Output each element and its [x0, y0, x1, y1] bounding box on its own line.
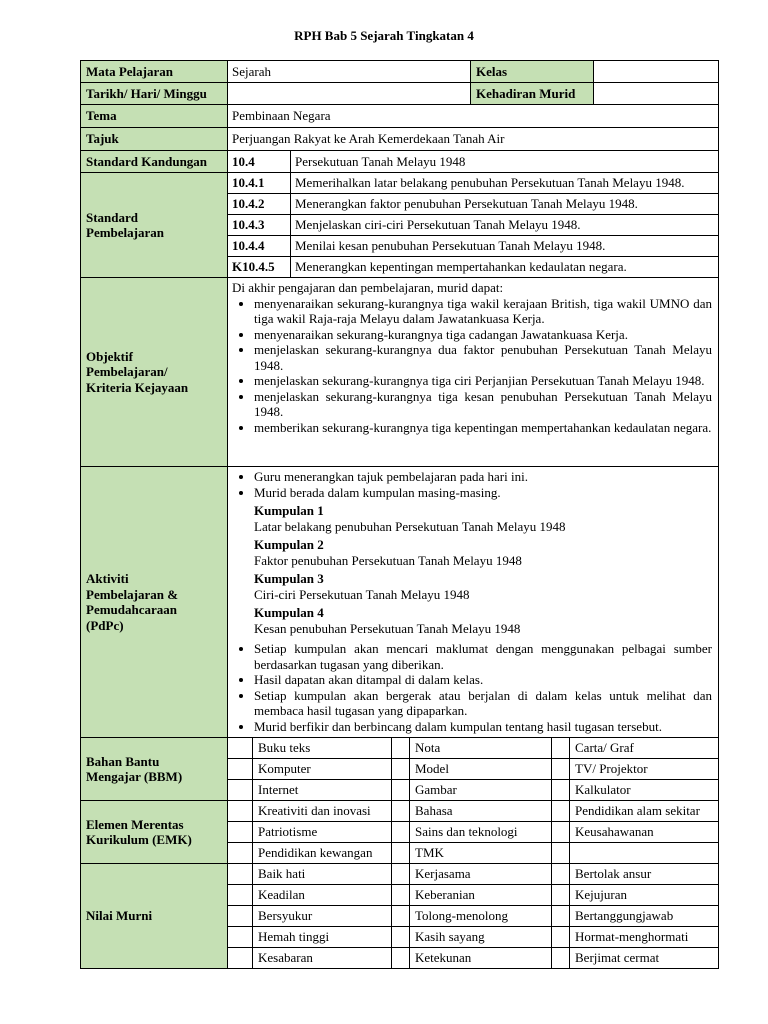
kumpulan-block — [254, 503, 712, 534]
sp-code: 10.4.4 — [228, 236, 291, 257]
aktiviti-item: • Murid berada dalam kumpulan masing-masing. — [254, 485, 712, 501]
objektif-item: • menyenaraikan sekurang-kurangnya tiga wakil kerajaan British, tiga wakil UMNO dan tiga wakil Raja-raja Melayu dalam Jawatankuasa Kerja. — [254, 296, 712, 327]
nilai-murni-item: Hormat-menghormati — [570, 927, 719, 948]
nilai-murni-item: Bersyukur — [253, 906, 392, 927]
emk-row — [81, 801, 719, 822]
nilai-murni-item: Kerjasama — [410, 864, 552, 885]
objektif-intro: Di akhir pengajaran dan pembelajaran, murid dapat: — [232, 280, 504, 295]
nilai-murni-item: Hemah tinggi — [253, 927, 392, 948]
aktiviti-item: • Hasil dapatan akan ditampal di dalam kelas. — [254, 672, 712, 688]
tick-box-cell — [552, 906, 570, 927]
nilai-murni-item: Keberanian — [410, 885, 552, 906]
standard-pembelajaran-label: Standard Pembelajaran — [81, 173, 228, 278]
sp-text: Menerangkan faktor penubuhan Persekutuan Tanah Melayu 1948. — [291, 194, 719, 215]
lesson-plan-table — [80, 60, 718, 969]
objektif-item: • menjelaskan sekurang-kurangnya dua faktor penubuhan Persekutuan Tanah Melayu 1948. — [254, 342, 712, 373]
tajuk-value: Perjuangan Rakyat ke Arah Kemerdekaan Tanah Air — [228, 128, 719, 151]
objektif-content — [228, 278, 719, 467]
bbm-item: Komputer — [253, 759, 392, 780]
tick-box-cell — [392, 864, 410, 885]
kumpulan-text: Kesan penubuhan Persekutuan Tanah Melayu 1948 — [254, 620, 521, 636]
aktiviti-label: Aktiviti Pembelajaran & Pemudahcaraan (PdPc) — [86, 571, 179, 633]
tick-box-cell — [228, 948, 253, 969]
objektif-label-cell — [81, 278, 228, 467]
tema-value: Pembinaan Negara — [228, 105, 719, 128]
emk-section — [81, 801, 719, 864]
emk-item — [570, 843, 719, 864]
bbm-item: Internet — [253, 780, 392, 801]
kumpulan-title: Kumpulan 4 — [254, 605, 324, 620]
mata-pelajaran-row — [81, 61, 719, 83]
aktiviti-item: • Guru menerangkan tajuk pembelajaran pada hari ini. — [254, 469, 712, 485]
tick-box-cell — [392, 759, 410, 780]
bbm-item: Nota — [410, 738, 552, 759]
tick-box-cell — [552, 759, 570, 780]
aktiviti-row — [81, 467, 719, 738]
standard-kandungan-code: 10.4 — [228, 151, 291, 173]
tajuk-label: Tajuk — [81, 128, 228, 151]
bbm-item: Kalkulator — [570, 780, 719, 801]
standard-kandungan-text: Persekutuan Tanah Melayu 1948 — [291, 151, 719, 173]
emk-item: Sains dan teknologi — [410, 822, 552, 843]
tick-box-cell — [392, 885, 410, 906]
tick-box-cell — [228, 801, 253, 822]
tema-row — [81, 105, 719, 128]
tick-box-cell — [228, 864, 253, 885]
tick-box-cell — [228, 822, 253, 843]
aktiviti-item: • Setiap kumpulan akan mencari maklumat dengan menggunakan pelbagai sumber berdasarkan tugasan yang diberikan. — [254, 641, 712, 672]
tick-box-cell — [228, 906, 253, 927]
sp-text: Menjelaskan ciri-ciri Persekutuan Tanah Melayu 1948. — [291, 215, 719, 236]
nilai-murni-item: Baik hati — [253, 864, 392, 885]
tick-box-cell — [552, 801, 570, 822]
tick-box-cell — [552, 822, 570, 843]
tarikh-row — [81, 83, 719, 105]
objektif-item: • menyenaraikan sekurang-kurangnya tiga cadangan Jawatankuasa Kerja. — [254, 327, 712, 343]
sp-text: Menilai kesan penubuhan Persekutuan Tanah Melayu 1948. — [291, 236, 719, 257]
bbm-section — [81, 738, 719, 801]
tick-box-cell — [228, 843, 253, 864]
kumpulan-block — [254, 571, 712, 602]
tick-box-cell — [392, 927, 410, 948]
objektif-item: • memberikan sekurang-kurangnya tiga kepentingan mempertahankan kedaulatan negara. — [254, 420, 712, 436]
tick-box-cell — [392, 843, 410, 864]
bbm-item: TV/ Projektor — [570, 759, 719, 780]
kelas-label: Kelas — [471, 61, 594, 83]
objektif-label: Objektif Pembelajaran/ Kriteria Kejayaan — [86, 348, 189, 395]
tick-box-cell — [228, 759, 253, 780]
aktiviti-item: • Setiap kumpulan akan bergerak atau berjalan di dalam kelas untuk melihat dan membaca hasil tugasan yang dipaparkan. — [254, 688, 712, 719]
nilai-murni-section — [81, 864, 719, 969]
tajuk-row — [81, 128, 719, 151]
sp-code: 10.4.3 — [228, 215, 291, 236]
aktiviti-bottom-list — [232, 641, 712, 734]
nilai-murni-item: Bertanggungjawab — [570, 906, 719, 927]
nilai-murni-item: Keadilan — [253, 885, 392, 906]
aktiviti-top-list — [232, 469, 712, 500]
kelas-value — [594, 61, 719, 83]
aktiviti-item: • Murid berfikir dan berbincang dalam kumpulan tentang hasil tugasan tersebut. — [254, 719, 712, 735]
kumpulan-text: Faktor penubuhan Persekutuan Tanah Melayu 1948 — [254, 552, 522, 568]
aktiviti-content — [228, 467, 719, 738]
kumpulan-text: Ciri-ciri Persekutuan Tanah Melayu 1948 — [254, 586, 470, 602]
emk-item: Patriotisme — [253, 822, 392, 843]
nilai-murni-label: Nilai Murni — [81, 864, 228, 969]
tick-box-cell — [552, 738, 570, 759]
tick-box-cell — [228, 738, 253, 759]
kehadiran-value — [594, 83, 719, 105]
mata-pelajaran-value: Sejarah — [228, 61, 471, 83]
emk-item: Pendidikan kewangan — [253, 843, 392, 864]
objektif-row — [81, 278, 719, 467]
objektif-aktiviti-table — [80, 277, 719, 738]
nilai-murni-item: Berjimat cermat — [570, 948, 719, 969]
tick-box-cell — [392, 906, 410, 927]
standard-table — [80, 150, 719, 278]
kumpulan-title: Kumpulan 3 — [254, 571, 324, 586]
sp-code: 10.4.1 — [228, 173, 291, 194]
standard-kandungan-row — [81, 151, 719, 173]
kehadiran-label: Kehadiran Murid — [471, 83, 594, 105]
objektif-item: • menjelaskan sekurang-kurangnya tiga ciri Perjanjian Persekutuan Tanah Melayu 1948. — [254, 373, 712, 389]
bbm-row — [81, 738, 719, 759]
emk-item: Bahasa — [410, 801, 552, 822]
nilai-murni-item: Kesabaran — [253, 948, 392, 969]
tick-box-cell — [392, 780, 410, 801]
nilai-murni-item: Ketekunan — [410, 948, 552, 969]
standard-pembelajaran-row — [81, 173, 719, 194]
tick-box-cell — [392, 801, 410, 822]
nilai-murni-item: Tolong-menolong — [410, 906, 552, 927]
kumpulan-title: Kumpulan 2 — [254, 537, 324, 552]
tarikh-value — [228, 83, 471, 105]
bbm-label: Bahan Bantu Mengajar (BBM) — [81, 738, 228, 801]
tick-box-cell — [552, 885, 570, 906]
aktiviti-groups — [232, 503, 712, 636]
tarikh-label: Tarikh/ Hari/ Minggu — [81, 83, 228, 105]
sp-code: 10.4.2 — [228, 194, 291, 215]
header-info-table — [80, 60, 719, 105]
tick-box-cell — [392, 738, 410, 759]
sp-text: Menerangkan kepentingan mempertahankan kedaulatan negara. — [291, 257, 719, 278]
kumpulan-block — [254, 537, 712, 568]
objektif-item: • menjelaskan sekurang-kurangnya tiga kesan penubuhan Persekutuan Tanah Melayu 1948. — [254, 389, 712, 420]
tick-box-cell — [228, 780, 253, 801]
tick-box-cell — [552, 864, 570, 885]
bbm-item: Buku teks — [253, 738, 392, 759]
tick-box-cell — [392, 948, 410, 969]
standard-kandungan-label: Standard Kandungan — [81, 151, 228, 173]
nilai-murni-item: Bertolak ansur — [570, 864, 719, 885]
bbm-item: Gambar — [410, 780, 552, 801]
tick-box-cell — [228, 885, 253, 906]
emk-label: Elemen Merentas Kurikulum (EMK) — [81, 801, 228, 864]
document-title: RPH Bab 5 Sejarah Tingkatan 4 — [294, 28, 474, 43]
emk-item: Keusahawanan — [570, 822, 719, 843]
tick-box-cell — [392, 822, 410, 843]
sp-text: Memerihalkan latar belakang penubuhan Persekutuan Tanah Melayu 1948. — [291, 173, 719, 194]
emk-item: Pendidikan alam sekitar — [570, 801, 719, 822]
tick-box-cell — [552, 780, 570, 801]
objektif-list — [232, 296, 712, 436]
emk-item: TMK — [410, 843, 552, 864]
kumpulan-title: Kumpulan 1 — [254, 503, 324, 518]
tick-box-cell — [552, 843, 570, 864]
aktiviti-label-cell — [81, 467, 228, 738]
sp-code: K10.4.5 — [228, 257, 291, 278]
checklist-table — [80, 737, 719, 969]
tick-box-cell — [552, 948, 570, 969]
nilai-murni-item: Kasih sayang — [410, 927, 552, 948]
mata-pelajaran-label: Mata Pelajaran — [81, 61, 228, 83]
bbm-item: Carta/ Graf — [570, 738, 719, 759]
nilai-murni-row — [81, 864, 719, 885]
tick-box-cell — [228, 927, 253, 948]
emk-item: Kreativiti dan inovasi — [253, 801, 392, 822]
kumpulan-block — [254, 605, 712, 636]
kumpulan-text: Latar belakang penubuhan Persekutuan Tanah Melayu 1948 — [254, 518, 566, 534]
bbm-item: Model — [410, 759, 552, 780]
tema-label: Tema — [81, 105, 228, 128]
nilai-murni-item: Kejujuran — [570, 885, 719, 906]
tema-tajuk-table — [80, 104, 719, 151]
tick-box-cell — [552, 927, 570, 948]
